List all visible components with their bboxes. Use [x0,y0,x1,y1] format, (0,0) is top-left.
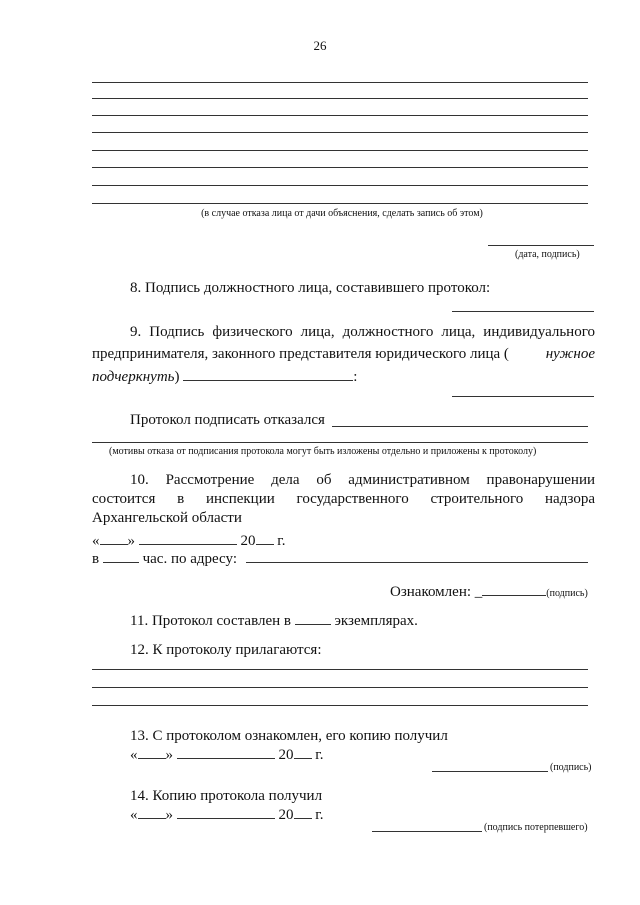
item-13-text: 13. С протоколом ознакомлен, его копию получил [130,728,448,744]
item-8-signature-line [452,311,594,312]
year-prefix: 20 [278,747,294,763]
item-14-signature-line [372,831,482,832]
familiarized-row [390,582,588,602]
item-13-signature-caption: (подпись) [550,762,592,773]
item-11-text-a: 11. Протокол составлен в [130,613,291,629]
item-9-line-2 [92,344,595,364]
month-blank [177,804,275,819]
item-10-line-2: состоится в инспекции государственного строительного надзора [92,491,595,507]
year-blank [294,804,312,819]
refused-line [332,426,588,427]
month-blank [139,530,237,545]
quote-open: « [130,807,138,823]
address-label: час. по адресу: [142,551,237,567]
year-suffix: г. [277,533,286,549]
month-blank [177,744,275,759]
date-signature-caption: (дата, подпись) [515,249,580,260]
attachment-line [92,705,588,706]
item-9-italic-underline: подчеркнуть [92,369,175,385]
year-blank [294,744,312,759]
item-13-date-line [130,744,323,765]
copies-blank [295,610,331,625]
day-blank [100,530,128,545]
quote-close: » [165,807,173,823]
page-number: 26 [313,38,327,53]
blank-line [92,82,588,83]
item-10-time-line [92,548,237,569]
item-9-colon: : [353,369,358,385]
item-9-paren: ) [174,369,180,385]
day-blank [138,804,166,819]
refused-label: Протокол подписать отказался [130,412,325,428]
item-9-blank [183,366,353,381]
item-11 [130,610,418,631]
familiarized-label: Ознакомлен: _ [390,584,483,600]
blank-line [92,115,588,116]
blank-line [92,203,588,204]
year-prefix: 20 [278,807,294,823]
familiarized-blank [482,583,546,596]
refusal-caption: (мотивы отказа от подписания протокола могут быть изложены отдельно и приложены к протоколу) [109,446,537,457]
blank-line [92,167,588,168]
item-9-line-3 [92,366,357,387]
item-13-signature-line [432,771,548,772]
blank-line [92,132,588,133]
year-prefix: 20 [240,533,256,549]
quote-open: « [130,747,138,763]
blank-line [92,185,588,186]
quote-open: « [92,533,100,549]
quote-close: » [165,747,173,763]
prep-v: в [92,551,100,567]
item-9-line-1: 9. Подпись физического лица, должностного лица, индивидуального [130,324,595,340]
item-14-date-line [130,804,323,825]
quote-close: » [127,533,135,549]
blank-line [92,150,588,151]
attachment-line [92,687,588,688]
hour-blank [103,548,139,563]
date-signature-line [488,245,594,246]
item-9-line-2-text: предпринимателя, законного представителя юридического лица ( [92,346,509,362]
familiarized-signature-caption: (подпись) [546,588,588,599]
year-suffix: г. [315,807,324,823]
address-line [246,562,588,563]
attachment-line [92,669,588,670]
refusal-reason-line [92,442,588,443]
item-11-text-b: экземплярах. [334,613,418,629]
year-blank [256,530,274,545]
item-12-text: 12. К протоколу прилагаются: [130,642,322,658]
explanation-caption: (в случае отказа лица от дачи объяснения, сделать запись об этом) [201,208,483,219]
item-9-signature-line [452,396,594,397]
day-blank [138,744,166,759]
item-8-text: 8. Подпись должностного лица, составившего протокол: [130,280,491,296]
blank-line [92,98,588,99]
item-10-line-1: 10. Рассмотрение дела об административном правонарушении [130,472,595,488]
item-10-line-3: Архангельской области [92,510,242,526]
item-9-italic-word: нужное [545,346,595,362]
year-suffix: г. [315,747,324,763]
item-14-text: 14. Копию протокола получил [130,788,323,804]
item-14-signature-caption: (подпись потерпевшего) [484,822,588,833]
